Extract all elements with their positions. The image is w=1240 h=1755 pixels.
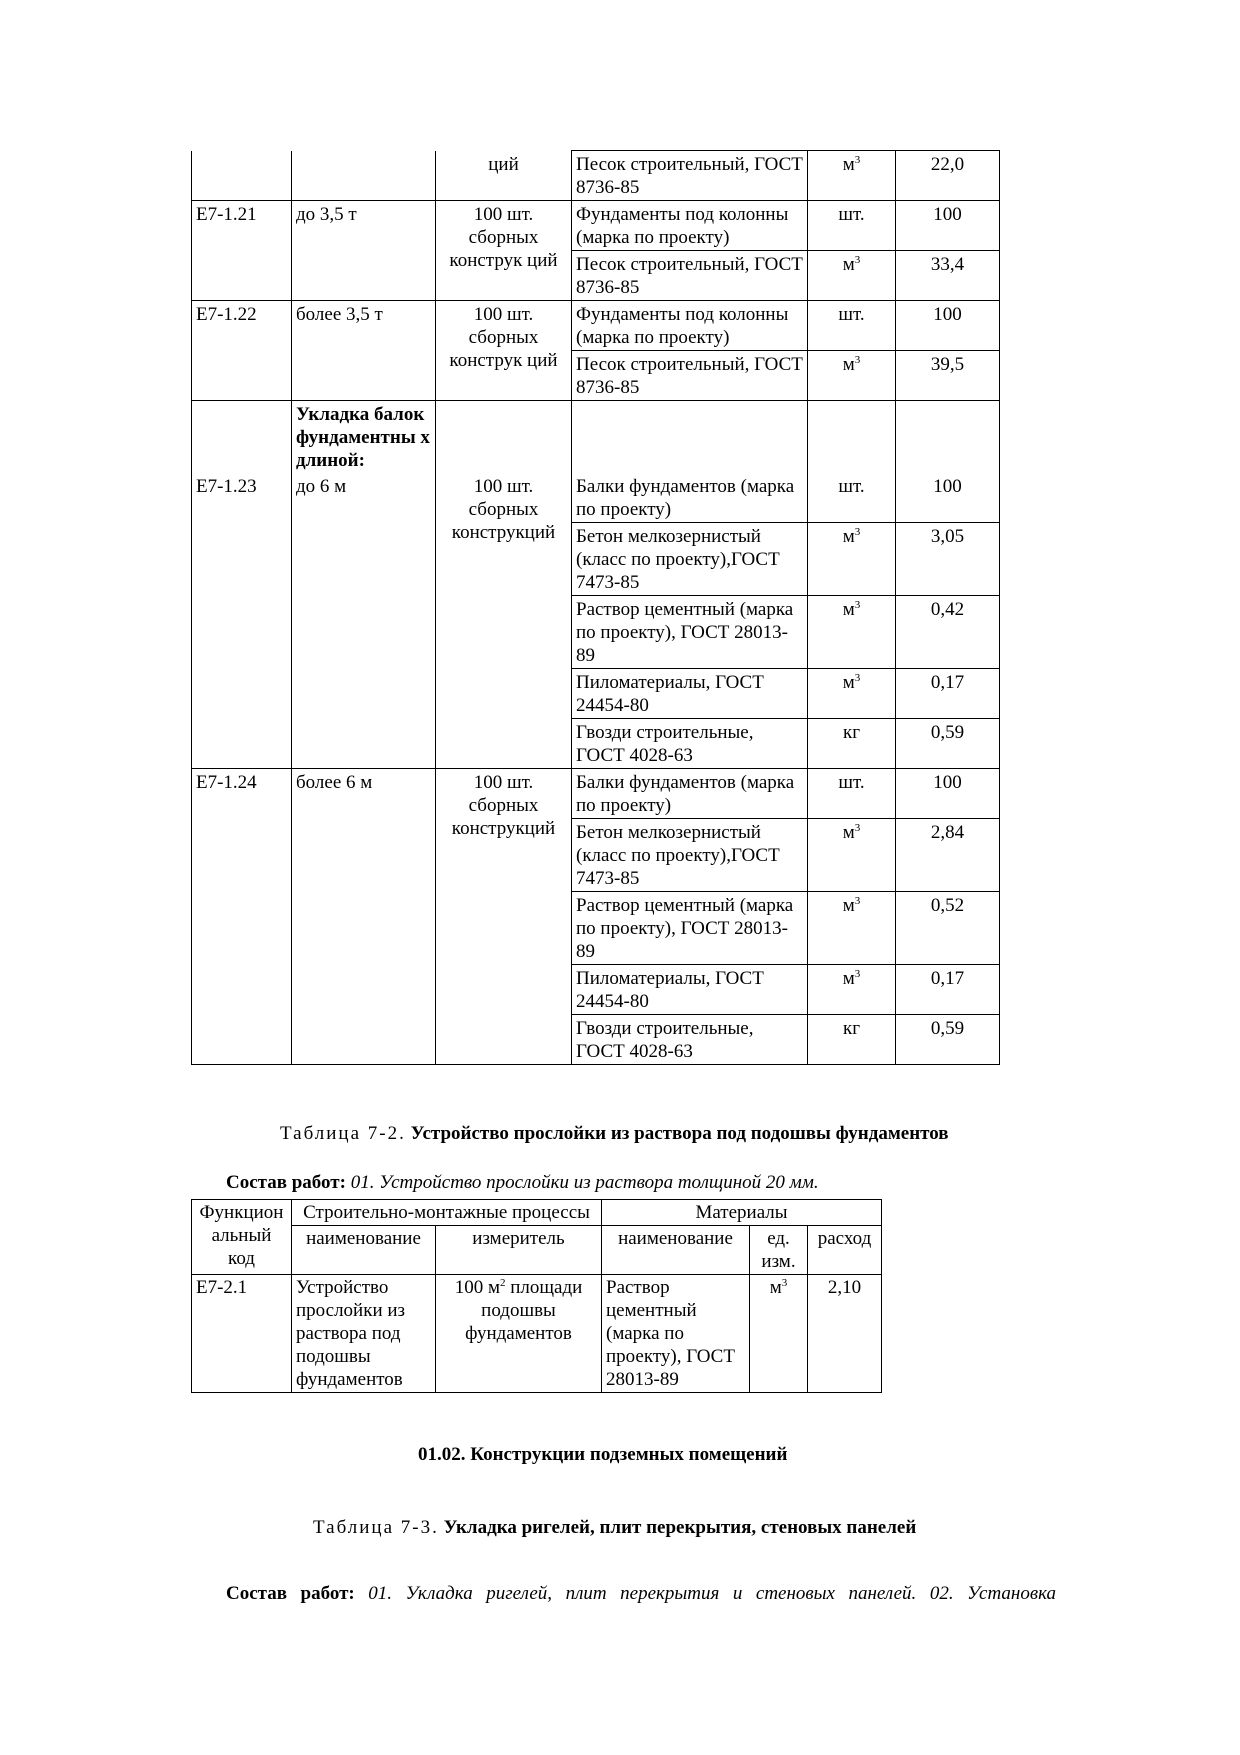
measure-cell: ций: [436, 151, 572, 201]
code-cell: Е7-2.1: [192, 1275, 292, 1393]
material-cell: Песок строительный, ГОСТ 8736-85: [572, 251, 808, 301]
material-cell: Раствор цементный (марка по проекту), ГОСТ 28013-89: [572, 596, 808, 669]
unit-cell: $м^3$: [808, 351, 896, 401]
material-cell: Пиломатериалы, ГОСТ 24454-80: [572, 669, 808, 719]
name-cell: до 6 м: [292, 473, 436, 769]
unit-cell: $м^3$: [808, 669, 896, 719]
measure-cell: 100 шт. сборных конструкций: [436, 769, 572, 1065]
header-processes: Строительно-монтажные процессы: [292, 1200, 602, 1226]
qty-cell: 0,42: [896, 596, 1000, 669]
unit-cell: $м^3$: [750, 1275, 808, 1393]
code-cell: Е7-1.24: [192, 769, 292, 1065]
table-7-2: [191, 1199, 882, 1393]
caption-label: Таблица 7-2.: [280, 1123, 406, 1144]
work-composition-label: Состав работ:: [226, 1583, 355, 1604]
work-composition-7-2: [226, 1171, 819, 1194]
unit-cell: $м^3$: [808, 596, 896, 669]
table-caption-7-3: [313, 1516, 916, 1539]
caption-label: Таблица 7-3.: [313, 1517, 439, 1538]
material-cell: Гвозди строительные, ГОСТ 4028-63: [572, 719, 808, 769]
work-composition-label: Состав работ:: [226, 1172, 346, 1193]
qty-cell: 100: [896, 473, 1000, 523]
unit-cell: $м^3$: [808, 523, 896, 596]
header-measure: измеритель: [436, 1226, 602, 1275]
name-cell: Устройство прослойки из раствора под подошвы фундаментов: [292, 1275, 436, 1393]
table-row: [192, 201, 1000, 251]
unit-cell: шт.: [808, 301, 896, 351]
code-cell: Е7-1.22: [192, 301, 292, 401]
unit-cell: шт.: [808, 201, 896, 251]
material-cell: Раствор цементный (марка по проекту), ГОСТ 28013-89: [602, 1275, 750, 1393]
table-row: [192, 769, 1000, 819]
material-cell: Балки фундаментов (марка по проекту): [572, 769, 808, 819]
unit-cell: кг: [808, 719, 896, 769]
qty-cell: 100: [896, 301, 1000, 351]
material-cell: Фундаменты под колонны (марка по проекту): [572, 301, 808, 351]
table-7-1: [191, 150, 1000, 1065]
code-cell: Е7-1.23: [192, 473, 292, 769]
material-cell: Фундаменты под колонны (марка по проекту): [572, 201, 808, 251]
qty-cell: 3,05: [896, 523, 1000, 596]
unit-cell: шт.: [808, 769, 896, 819]
table-header-row: [192, 1200, 882, 1226]
qty-cell: 0,59: [896, 719, 1000, 769]
qty-cell: 0,52: [896, 892, 1000, 965]
qty-cell: 22,0: [896, 151, 1000, 201]
table-row: [192, 1275, 882, 1393]
unit-cell: шт.: [808, 473, 896, 523]
qty-cell: 39,5: [896, 351, 1000, 401]
unit-cell: $м^3$: [808, 892, 896, 965]
name-cell: более 3,5 т: [292, 301, 436, 401]
material-cell: Раствор цементный (марка по проекту), ГОСТ 28013-89: [572, 892, 808, 965]
header-material-name: наименование: [602, 1226, 750, 1275]
qty-cell: 2,10: [808, 1275, 882, 1393]
qty-cell: 100: [896, 201, 1000, 251]
unit-cell: кг: [808, 1015, 896, 1065]
qty-cell: 0,59: [896, 1015, 1000, 1065]
material-cell: Пиломатериалы, ГОСТ 24454-80: [572, 965, 808, 1015]
header-unit: ед. изм.: [750, 1226, 808, 1275]
measure-cell: 100 шт. сборных конструк ций: [436, 201, 572, 301]
material-cell: Бетон мелкозернистый (класс по проекту),ГОСТ 7473-85: [572, 819, 808, 892]
name-cell: более 6 м: [292, 769, 436, 1065]
measure-cell: 100 $м^2$ площади подошвы фундаментов: [436, 1275, 602, 1393]
code-cell: Е7-1.21: [192, 201, 292, 301]
unit-cell: $м^3$: [808, 819, 896, 892]
material-cell: Песок строительный, ГОСТ 8736-85: [572, 351, 808, 401]
material-cell: Бетон мелкозернистый (класс по проекту),ГОСТ 7473-85: [572, 523, 808, 596]
header-qty: расход: [808, 1226, 882, 1275]
name-cell: до 3,5 т: [292, 201, 436, 301]
table-caption-7-2: [280, 1122, 949, 1145]
material-cell: Балки фундаментов (марка по проекту): [572, 473, 808, 523]
qty-cell: 100: [896, 769, 1000, 819]
material-cell: Песок строительный, ГОСТ 8736-85: [572, 151, 808, 201]
work-composition-text: 01. Устройство прослойки из раствора толщиной 20 мм.: [350, 1172, 819, 1193]
section-heading: 01.02. Конструкции подземных помещений: [418, 1444, 788, 1465]
material-cell: Гвозди строительные, ГОСТ 4028-63: [572, 1015, 808, 1065]
table-row: [192, 401, 1000, 474]
group-heading: Укладка балок фундаментны х длиной:: [292, 401, 436, 474]
caption-title: Укладка ригелей, плит перекрытия, стеновых панелей: [443, 1517, 917, 1538]
header-materials: Материалы: [602, 1200, 882, 1226]
qty-cell: 2,84: [896, 819, 1000, 892]
table-row: [192, 301, 1000, 351]
header-code: Функцион альный код: [192, 1200, 292, 1275]
qty-cell: 0,17: [896, 965, 1000, 1015]
unit-cell: $м^3$: [808, 965, 896, 1015]
table-header-row: [192, 1226, 882, 1275]
unit-cell: $м^3$: [808, 251, 896, 301]
table-row: [192, 473, 1000, 523]
measure-cell: 100 шт. сборных конструкций: [436, 473, 572, 769]
unit-cell: $м^3$: [808, 151, 896, 201]
caption-title: Устройство прослойки из раствора под подошвы фундаментов: [410, 1123, 949, 1144]
measure-cell: 100 шт. сборных конструк ций: [436, 301, 572, 401]
table-row: [192, 151, 1000, 201]
qty-cell: 0,17: [896, 669, 1000, 719]
work-composition-text: 01. Укладка ригелей, плит перекрытия и стеновых панелей. 02. Установка: [368, 1583, 1057, 1604]
work-composition-7-3: [226, 1582, 1056, 1605]
qty-cell: 33,4: [896, 251, 1000, 301]
header-name: наименование: [292, 1226, 436, 1275]
